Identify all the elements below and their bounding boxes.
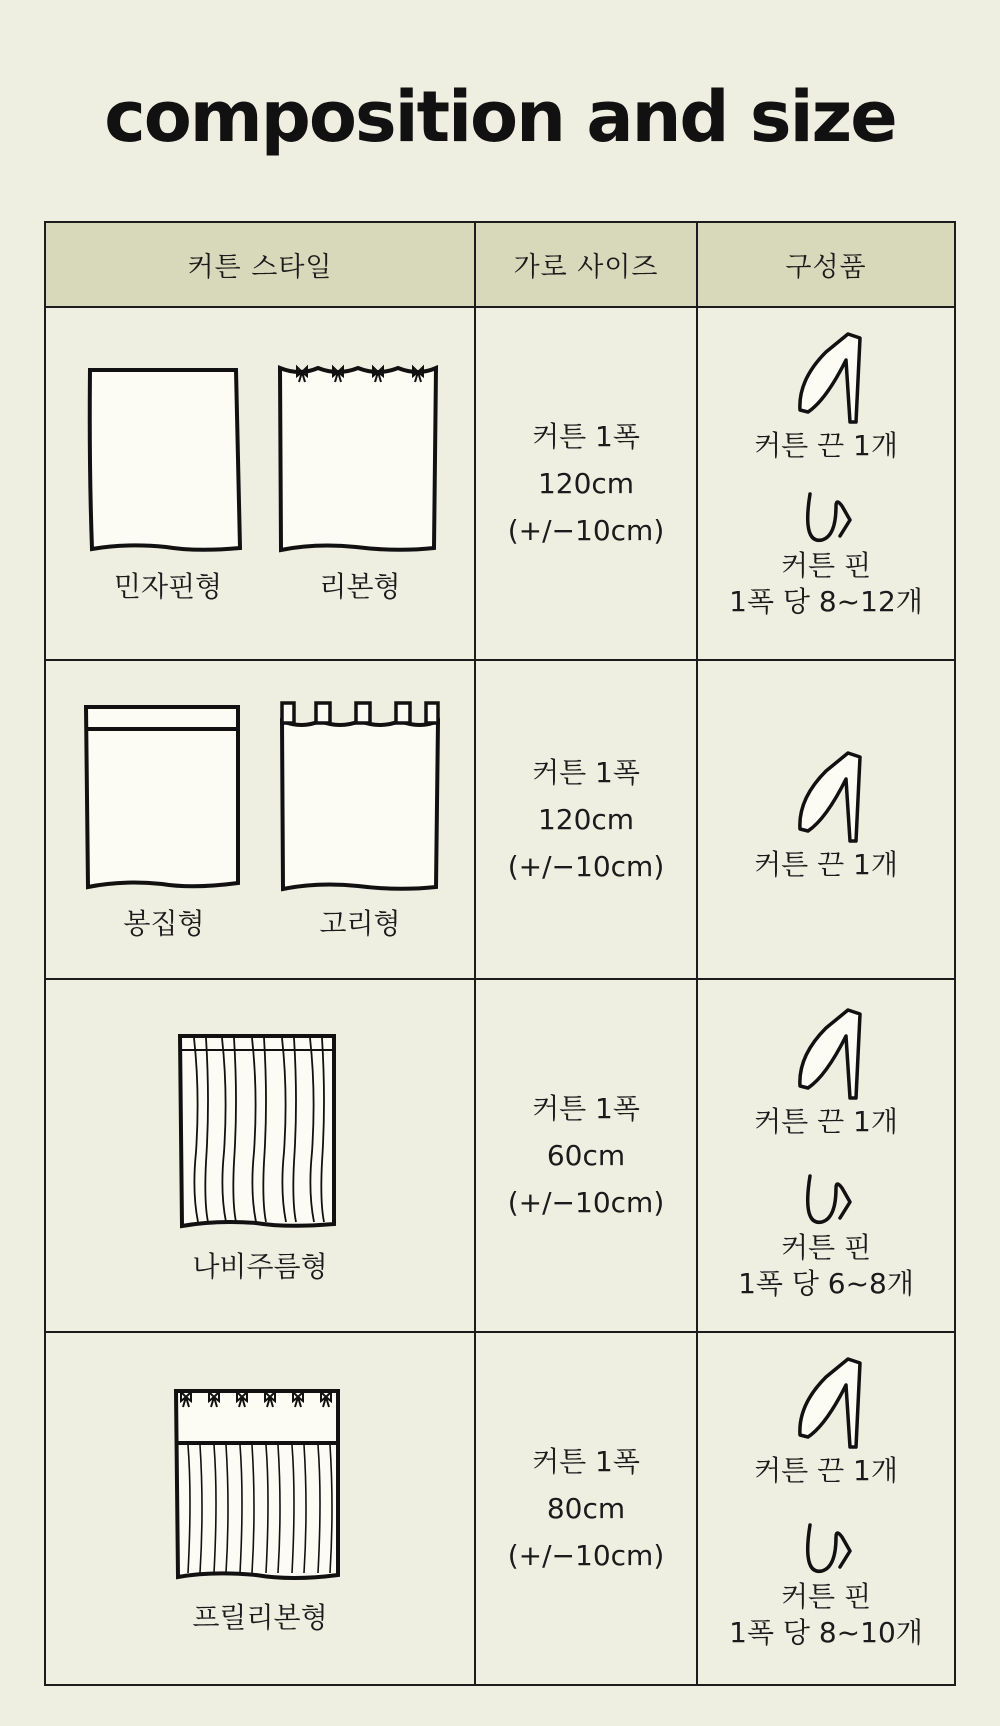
table-row xyxy=(45,979,955,1332)
tie-label: 커튼 끈 1개 xyxy=(754,1105,898,1138)
size-cell xyxy=(475,307,697,660)
pinch-pleat-curtain-illustration xyxy=(176,1032,340,1232)
pin-component xyxy=(698,1170,954,1302)
header-components: 구성품 xyxy=(697,222,955,307)
pin-quantity: 1폭 당 8~12개 xyxy=(729,585,923,618)
frill-ribbon-curtain-illustration xyxy=(172,1387,344,1583)
tie-component xyxy=(698,1006,954,1140)
table-row xyxy=(45,660,955,979)
header-curtain-style: 커튼 스타일 xyxy=(45,222,475,307)
size-tolerance: (+/−10cm) xyxy=(507,850,665,883)
style-label: 민자핀형 xyxy=(113,570,223,603)
tie-label: 커튼 끈 1개 xyxy=(754,848,898,881)
tie-label: 커튼 끈 1개 xyxy=(754,429,898,462)
tie-component xyxy=(698,749,954,883)
size-unit: 커튼 1폭 xyxy=(532,756,640,789)
size-unit: 커튼 1폭 xyxy=(532,420,640,453)
size-tolerance: (+/−10cm) xyxy=(507,1186,665,1219)
curtain-pin-icon xyxy=(796,488,856,548)
pin-label: 커튼 핀 xyxy=(780,1580,872,1613)
table-row xyxy=(45,1332,955,1685)
size-cell xyxy=(475,1332,697,1685)
size-cell xyxy=(475,979,697,1332)
style-label: 나비주름형 xyxy=(192,1250,328,1283)
curtain-tie-icon xyxy=(786,1355,866,1453)
size-tolerance: (+/−10cm) xyxy=(507,514,665,547)
table-row xyxy=(45,307,955,660)
pin-quantity: 1폭 당 6~8개 xyxy=(738,1267,914,1300)
style-cell xyxy=(45,660,475,979)
tie-component xyxy=(698,330,954,464)
pin-component xyxy=(698,1519,954,1651)
curtain-tie-icon xyxy=(786,749,866,847)
plain-pin-curtain-illustration xyxy=(86,366,246,556)
style-label: 프릴리본형 xyxy=(192,1601,328,1634)
pin-quantity: 1폭 당 8~10개 xyxy=(729,1616,923,1649)
size-value: 60cm xyxy=(546,1139,626,1172)
ribbon-curtain-illustration xyxy=(276,360,442,556)
style-label: 고리형 xyxy=(319,907,401,940)
style-label: 리본형 xyxy=(319,570,401,603)
size-value: 120cm xyxy=(537,803,635,836)
curtain-pin-icon xyxy=(796,1170,856,1230)
tab-top-curtain-illustration xyxy=(278,699,442,895)
tie-label: 커튼 끈 1개 xyxy=(754,1454,898,1487)
tie-component xyxy=(698,1355,954,1489)
spec-table xyxy=(44,221,956,1686)
style-cell xyxy=(45,1332,475,1685)
components-cell xyxy=(697,307,955,660)
curtain-pin-icon xyxy=(796,1519,856,1579)
size-tolerance: (+/−10cm) xyxy=(507,1539,665,1572)
pin-label: 커튼 핀 xyxy=(780,1231,872,1264)
size-value: 120cm xyxy=(537,467,635,500)
pin-label: 커튼 핀 xyxy=(780,549,872,582)
size-unit: 커튼 1폭 xyxy=(532,1092,640,1125)
page-title: composition and size xyxy=(104,76,896,158)
style-cell xyxy=(45,307,475,660)
components-cell xyxy=(697,1332,955,1685)
header-width-size: 가로 사이즈 xyxy=(475,222,697,307)
curtain-tie-icon xyxy=(786,330,866,428)
curtain-tie-icon xyxy=(786,1006,866,1104)
size-value: 80cm xyxy=(546,1492,626,1525)
components-cell xyxy=(697,979,955,1332)
pin-component xyxy=(698,488,954,620)
components-cell xyxy=(697,660,955,979)
size-unit: 커튼 1폭 xyxy=(532,1445,640,1478)
rod-pocket-curtain-illustration xyxy=(82,703,246,895)
style-label: 봉집형 xyxy=(123,907,205,940)
size-cell xyxy=(475,660,697,979)
header-row xyxy=(45,222,955,307)
style-cell xyxy=(45,979,475,1332)
